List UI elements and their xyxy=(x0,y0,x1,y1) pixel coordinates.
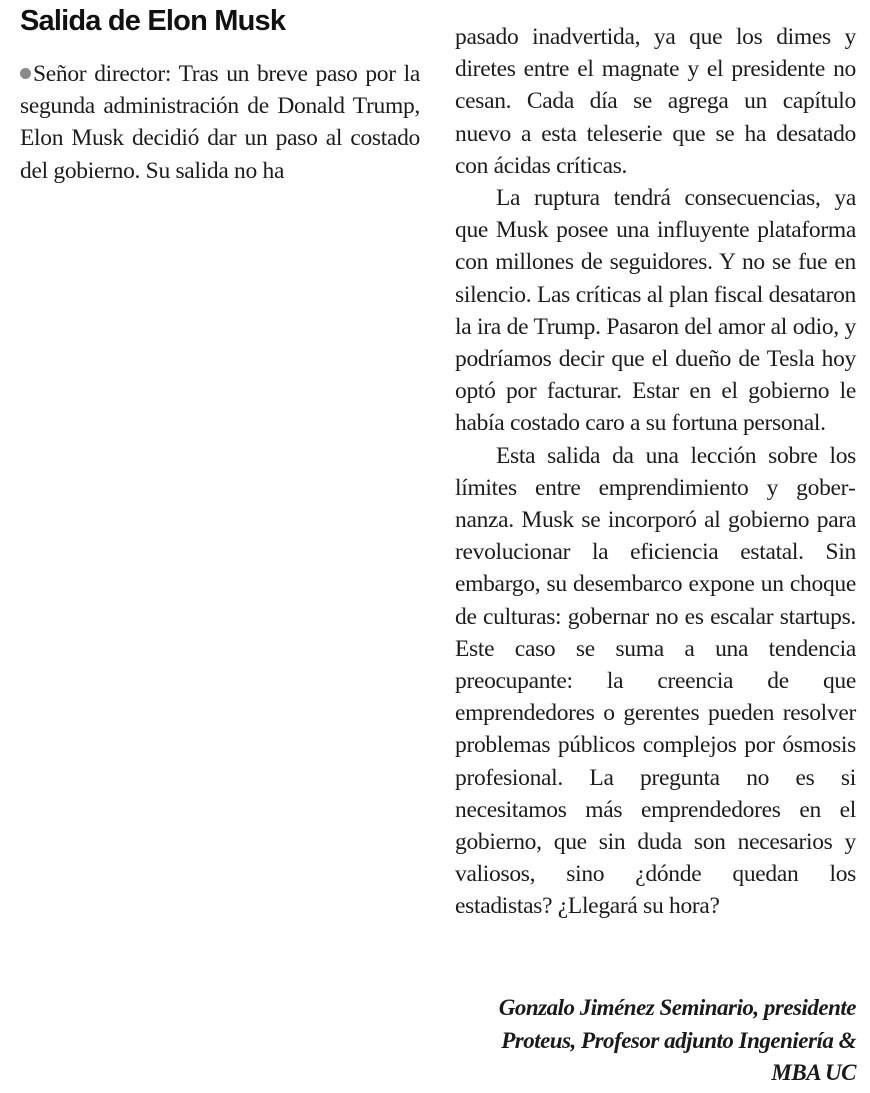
article-title: Salida de Elon Musk xyxy=(20,5,286,37)
lead-paragraph xyxy=(20,58,420,187)
left-column xyxy=(20,58,420,187)
body-paragraph-2: La ruptura tendrá consecuencias, ya que Musk posee una influyente plataforma con millones de seguidores. Y no se fue en silencio. Las críticas al plan fiscal desataron la ira de Trump. Pasaron del amor al odio, y podríamos decir que el dueño de Tesla hoy optó por facturar. Estar en el gobierno le había costado caro a su fortuna personal. xyxy=(455,185,856,437)
bullet-dot-icon xyxy=(20,68,31,79)
author-signature: Gonzalo Jiménez Seminario, presidente Proteus, Profesor adjunto Ingeniería & MBA UC xyxy=(498,995,856,1085)
lead-text: Señor director: Tras un breve paso por la segunda administración de Donald Trump, Elon Musk decidió dar un paso al costado del gobierno. Su salida no ha xyxy=(20,61,420,184)
continuation-paragraph: pasado inadvertida, ya que los dimes y diretes entre el magnate y el presidente no cesan. Cada día se agrega un capítulo nuevo a esta teleserie que se ha desatado con ácidas críticas. xyxy=(455,24,856,179)
right-column xyxy=(455,21,856,923)
body-paragraph-3: Esta salida da una lección sobre los límites entre emprendimiento y gobernanza. Musk se incorporó al gobierno para revolucionar la eficiencia estatal. Sin embargo, su desembarco expone un choque de culturas: gobernar no es escalar startups. Este caso se suma a una tendencia preocupante: la creencia de que emprendedores o gerentes pueden resolver problemas públicos complejos por ósmosis profesional. La pregunta no es si necesitamos más emprendedores en el gobierno, que sin duda son necesarios y valiosos, sino ¿dónde quedan los estadistas? ¿Llegará su hora? xyxy=(455,442,856,920)
